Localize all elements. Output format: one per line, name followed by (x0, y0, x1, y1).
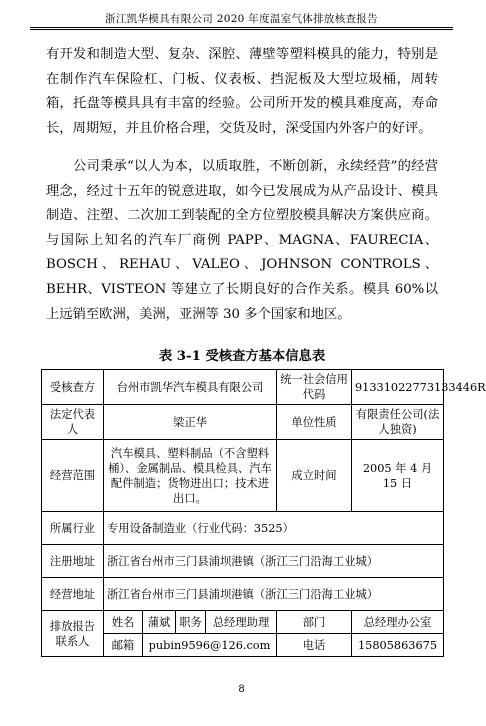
cell-label-dept: 部门 (277, 611, 352, 634)
table-caption: 表 3-1 受核查方基本信息表 (158, 349, 326, 364)
cell-label-title: 职务 (176, 611, 206, 634)
paragraph-2: 公司秉承“以人为本，以质取胜，不断创新，永续经营”的经营理念，经过十五年的锐意进取，如今已发展成为从产品设计、模具制造、注塑、二次加工到装配的全方位塑胶模具解决方案供应商。与国际上知名的汽车厂商例 PAPP、MAGNA、FAURECIA、BOSCH、REHAU、VALEO、JOHNSON CONTROLS、BEHR、VISTEON 等建立了长期良好的合作关系。模具 60%以上远销至欧洲，美洲，亚洲等 30 多个国家和地区。 (46, 159, 438, 322)
cell-label-established: 成立时间 (277, 440, 352, 512)
page-header: 浙江凯华模具有限公司 2020 年度温室气体排放核查报告 (105, 13, 378, 25)
cell-registered-address: 浙江省台州市三门县浦坝港镇（浙江三门沿海工业城） (104, 545, 444, 578)
cell-label-industry: 所属行业 (42, 512, 104, 545)
basic-info-table (41, 369, 486, 657)
cell-label-email: 邮箱 (104, 634, 143, 657)
table-row (42, 512, 444, 545)
cell-unit-type: 有限责任公司(法人独资) (352, 405, 444, 440)
table-row (42, 578, 444, 611)
cell-legal-rep: 梁正华 (104, 405, 277, 440)
cell-credit-code: 91331022773133446R (352, 370, 444, 405)
table-row (42, 370, 444, 405)
cell-contact-phone: 15805863675 (352, 634, 444, 657)
cell-label-legal-rep: 法定代表人 (42, 405, 104, 440)
cell-business-scope: 汽车模具、塑料制品（不含塑料桶）、金属制品、模具检具、汽车配件制造；货物进出口；技术进出口。 (104, 440, 277, 512)
cell-label-entity: 受核查方 (42, 370, 104, 405)
page-number: 8 (238, 684, 245, 695)
table-row (42, 611, 444, 634)
cell-label-contact: 排放报告联系人 (42, 611, 104, 657)
cell-industry: 专用设备制造业（行业代码：3525） (104, 512, 444, 545)
cell-established: 2005 年 4 月 15 日 (352, 440, 444, 512)
cell-contact-title: 总经理助理 (206, 611, 277, 634)
table-row (42, 545, 444, 578)
cell-label-business-scope: 经营范围 (42, 440, 104, 512)
table-row (42, 405, 444, 440)
cell-label-business-address: 经营地址 (42, 578, 104, 611)
cell-contact-dept: 总经理办公室 (352, 611, 444, 634)
cell-entity-name: 台州市凯华汽车模具有限公司 (104, 370, 277, 405)
header-rule-thin (30, 29, 453, 30)
cell-contact-name: 蒲斌 (143, 611, 176, 634)
cell-label-unit-type: 单位性质 (277, 405, 352, 440)
cell-contact-email: pubin9596@126.com (143, 634, 277, 657)
cell-label-name: 姓名 (104, 611, 143, 634)
cell-label-credit-code: 统一社会信用代码 (277, 370, 352, 405)
cell-label-registered-address: 注册地址 (42, 545, 104, 578)
cell-label-phone: 电话 (277, 634, 352, 657)
header-rule (30, 27, 453, 28)
paragraph-1: 有开发和制造大型、复杂、深腔、薄壁等塑料模具的能力，特别是在制作汽车保险杠、门板、仪表板、挡泥板及大型垃圾桶，周转箱，托盘等模具具有丰富的经验。公司所开发的模具难度高，寿命长，周期短，并且价格合理，交货及时，深受国内外客户的好评。 (46, 47, 438, 136)
cell-business-address: 浙江省台州市三门县浦坝港镇（浙江三门沿海工业城） (104, 578, 444, 611)
table-row (42, 440, 444, 512)
